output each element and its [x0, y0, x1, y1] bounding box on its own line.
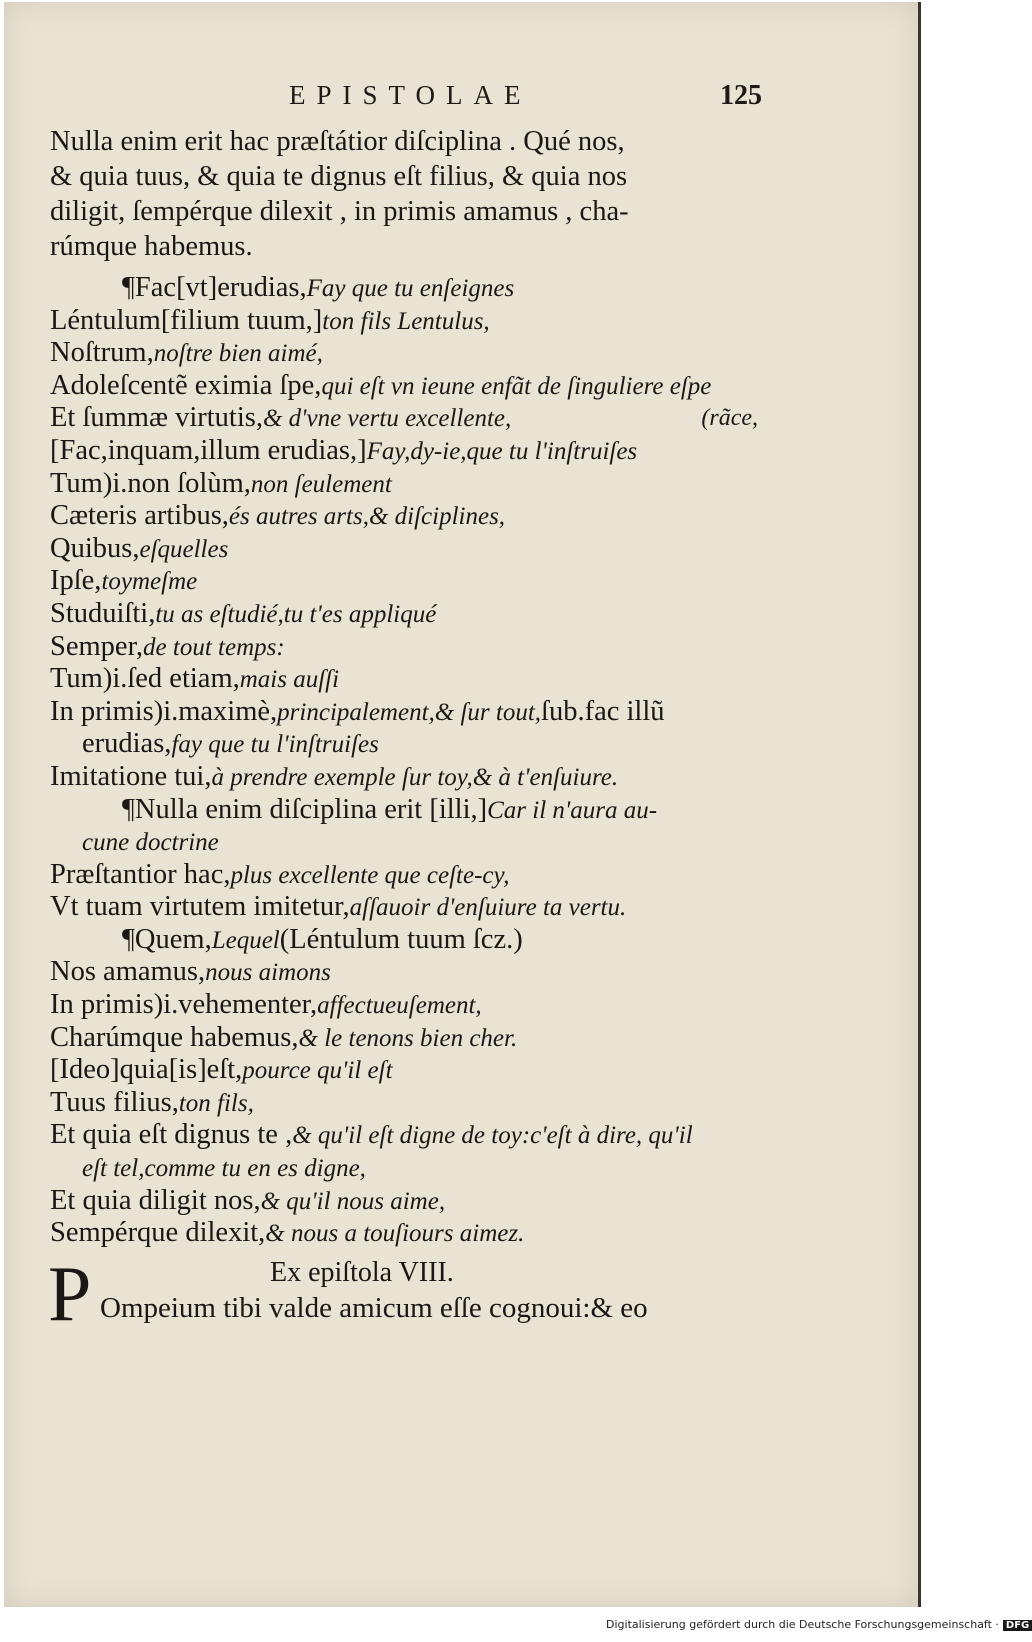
gloss-latin: Et ſummæ virtutis, — [50, 402, 263, 434]
gloss-line — [50, 1119, 790, 1152]
paragraph-line: Nulla enim erit hac præſtátior diſciplina . Qué nos, — [50, 126, 625, 157]
gloss-line — [50, 1087, 790, 1120]
gloss-french: & qu'il eſt digne de toy:c'eſt à dire, qu'il — [292, 1122, 693, 1150]
gloss-line — [50, 728, 790, 761]
gloss-french: pource qu'il eſt — [242, 1057, 393, 1085]
gloss-latin: ¶Fac[vt]erudias, — [122, 272, 307, 303]
gloss-french: qui eſt vn ieune enfãt de ſinguliere eſpe — [321, 372, 712, 400]
gloss-line — [50, 533, 790, 566]
gloss-latin: Nos amamus, — [50, 956, 206, 988]
running-head: EPISTOLAE — [289, 80, 532, 110]
gloss-latin: Cæteris artibus, — [50, 500, 229, 532]
gloss-latin: Semper, — [50, 630, 144, 662]
gloss-french: fay que tu l'inſtruiſes — [171, 731, 379, 759]
gloss-french: principalement,& ſur tout, — [277, 698, 542, 726]
gloss-line — [50, 1152, 790, 1185]
gloss-line — [50, 272, 790, 305]
drop-cap: P — [48, 1249, 92, 1337]
gloss-french: ton fils, — [178, 1089, 254, 1117]
gloss-french: & le tenons bien cher. — [298, 1024, 518, 1052]
gloss-french: & qu'il nous aime, — [260, 1187, 446, 1215]
gloss-latin-suffix: ſub.fac illũ — [541, 695, 665, 727]
paragraph-line: diligit, ſempérque dilexit , in primis amamus , cha- — [50, 196, 629, 227]
gloss-french: nous aimons — [205, 959, 331, 987]
gloss-latin: [Fac,inquam,illum erudias,] — [50, 434, 367, 466]
gloss-latin: Adoleſcentẽ eximia ſpe, — [50, 369, 322, 401]
gloss-list — [50, 272, 790, 1250]
gloss-line — [50, 402, 790, 435]
gloss-french: Fay,dy-ie,que tu l'inſtruiſes — [366, 437, 638, 465]
gloss-french: Fay que tu enſeignes — [306, 275, 515, 302]
gloss-french: & nous a touſiours aimez. — [265, 1220, 525, 1248]
page-number: 125 — [720, 80, 762, 111]
gloss-latin: Charúmque habemus, — [50, 1021, 299, 1053]
gloss-latin: erudias, — [82, 728, 172, 760]
gloss-margin-note: (rãce, — [701, 405, 758, 432]
gloss-french: à prendre exemple ſur toy,& à t'enſuiure. — [211, 763, 619, 791]
gloss-latin: Studuiſti, — [50, 597, 156, 629]
gloss-latin: Et quia eſt dignus te , — [50, 1119, 293, 1151]
gloss-line — [50, 663, 790, 696]
book-page — [4, 2, 921, 1607]
page-text — [48, 124, 790, 1337]
gloss-line — [50, 956, 790, 989]
gloss-french: & d'vne vertu excellente, — [262, 405, 512, 433]
gloss-latin: In primis)i.maximè, — [50, 695, 278, 727]
gloss-line — [50, 1022, 790, 1055]
gloss-line — [50, 794, 790, 827]
gloss-latin: Imitatione tui, — [50, 760, 212, 792]
gloss-latin: ¶Nulla enim diſciplina erit [illi,] — [122, 793, 488, 825]
paragraph-line: & quia tuus, & quia te dignus eſt filius, & quia nos — [50, 161, 628, 192]
gloss-latin: Vt tuam virtutem imitetur, — [50, 891, 350, 923]
gloss-latin: Tum)i.non ſolùm, — [50, 467, 251, 499]
gloss-latin: Ipſe, — [50, 565, 102, 597]
gloss-line — [50, 370, 790, 403]
gloss-french: Car il n'aura au- — [487, 796, 658, 824]
paragraph-line: rúmque habemus. — [50, 231, 253, 262]
gloss-latin: Tuus filius, — [50, 1086, 179, 1118]
digitization-credit — [606, 1618, 1032, 1631]
gloss-latin-suffix: (Léntulum tuum ſcz.) — [279, 923, 523, 955]
gloss-latin: ¶Quem, — [122, 923, 212, 955]
gloss-line — [50, 891, 790, 924]
gloss-line — [50, 859, 790, 892]
gloss-french: és autres arts,& diſciplines, — [228, 503, 506, 531]
gloss-line — [50, 435, 790, 468]
gloss-latin: Noſtrum, — [50, 337, 154, 369]
gloss-french: affectueuſement, — [317, 992, 482, 1020]
gloss-line — [50, 305, 790, 338]
section-title: Ex epiſtola VIII. — [270, 1256, 454, 1288]
gloss-french: eſt tel,comme tu en es digne, — [82, 1155, 366, 1183]
gloss-line — [50, 924, 790, 957]
page-header — [4, 80, 918, 120]
gloss-line — [50, 1054, 790, 1087]
gloss-french: non ſeulement — [250, 470, 392, 498]
gloss-line — [50, 598, 790, 631]
gloss-latin: Léntulum[filium tuum,] — [50, 304, 323, 336]
gloss-french: plus excellente que ceſte-cy, — [230, 861, 510, 889]
credit-text: Digitalisierung gefördert durch die Deutsche Forschungsgemeinschaft · — [606, 1618, 999, 1631]
gloss-line — [50, 696, 790, 729]
gloss-latin: Præſtantior hac, — [50, 858, 231, 890]
gloss-line — [50, 468, 790, 501]
gloss-latin: [Ideo]quia[is]eſt, — [50, 1054, 243, 1086]
gloss-french: ton fils Lentulus, — [322, 307, 490, 335]
gloss-line — [50, 1217, 790, 1250]
gloss-latin: Tum)i.ſed etiam, — [50, 663, 240, 695]
gloss-line — [50, 500, 790, 533]
gloss-latin: In primis)i.vehementer, — [50, 989, 318, 1021]
dfg-logo: DFG — [1003, 1620, 1032, 1631]
gloss-french: aſſauoir d'enſuiure ta vertu. — [349, 894, 627, 922]
gloss-french: toymeſme — [101, 568, 198, 596]
gloss-latin: Et quia diligit nos, — [50, 1184, 261, 1216]
opening-paragraph — [50, 124, 790, 264]
gloss-latin: Quibus, — [50, 532, 140, 564]
gloss-latin: Sempérque dilexit, — [50, 1217, 266, 1249]
gloss-french: de tout temps: — [143, 633, 285, 661]
gloss-french: noſtre bien aimé, — [153, 340, 323, 368]
gloss-line — [50, 565, 790, 598]
gloss-line — [50, 826, 790, 859]
gloss-line — [50, 1185, 790, 1218]
gloss-line — [50, 631, 790, 664]
section-first-line: Ompeium tibi valde amicum eſſe cognoui:& eo — [100, 1291, 648, 1324]
gloss-line — [50, 989, 790, 1022]
gloss-french: cune doctrine — [82, 829, 219, 857]
gloss-french: Lequel — [211, 926, 280, 954]
gloss-french: tu as eſtudié,tu t'es appliqué — [155, 600, 437, 628]
gloss-french: mais auſſi — [239, 666, 340, 694]
gloss-french: eſquelles — [139, 535, 229, 563]
gloss-line — [50, 761, 790, 794]
gloss-line — [50, 337, 790, 370]
